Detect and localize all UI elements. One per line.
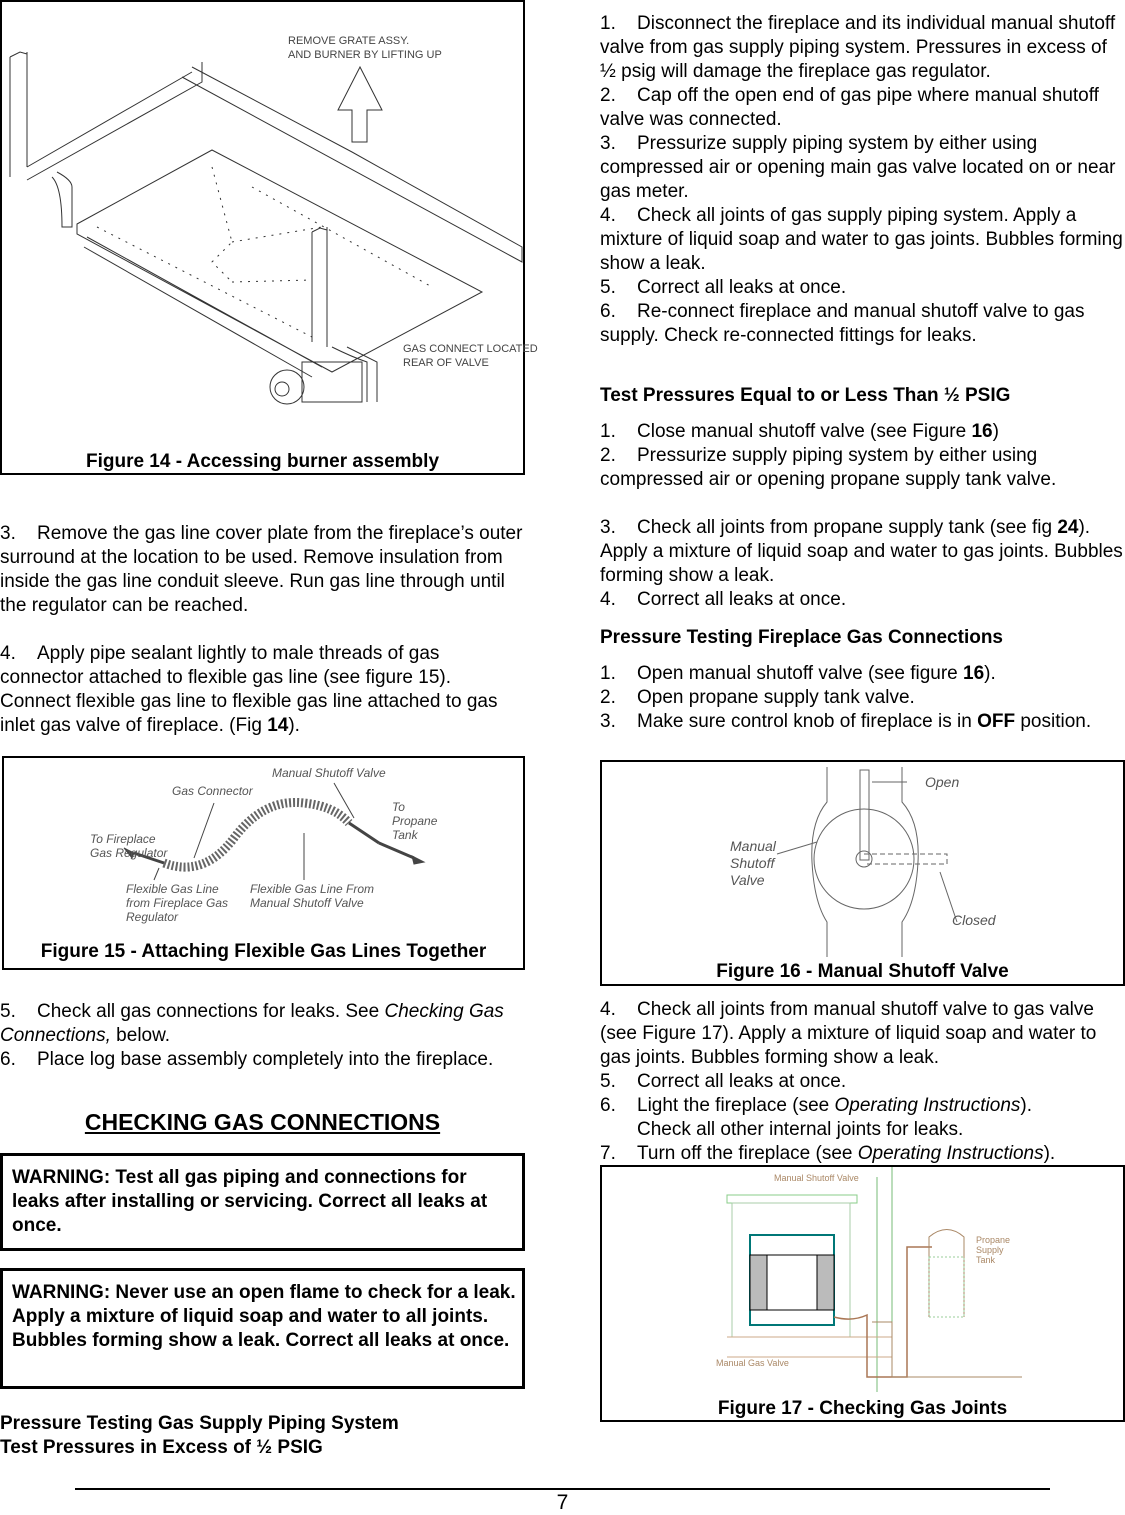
step-text: Disconnect the fireplace and its individual manual shutoff valve from gas supply piping system. Pressures in excess of ½ psig will damage the fireplace gas regulator. bbox=[600, 13, 1116, 82]
step-6 bbox=[0, 1048, 525, 1072]
step-number: 4. bbox=[0, 643, 16, 664]
manual-shutoff-valve-label: Manual Shutoff Valve bbox=[774, 1173, 859, 1183]
step-text: Check all joints from propane supply tank (see fig bbox=[637, 517, 1058, 538]
step-text-end: below. bbox=[110, 1025, 171, 1046]
figure-15 bbox=[2, 756, 525, 970]
step-text: Light the fireplace (see bbox=[637, 1095, 835, 1116]
gas-joints-drawing bbox=[602, 1167, 1123, 1392]
open-label: Open bbox=[925, 774, 960, 790]
step-text-end: ). bbox=[1020, 1095, 1032, 1116]
step-number: 3. bbox=[600, 517, 616, 538]
step-number: 6. bbox=[0, 1049, 16, 1070]
step-text: Check all other internal joints for leaks. bbox=[637, 1119, 964, 1140]
step-number: 4. bbox=[600, 999, 616, 1020]
figure-16 bbox=[600, 760, 1125, 986]
step-text-end: ). bbox=[1043, 1143, 1056, 1164]
subheading-excess: Test Pressures in Excess of ½ PSIG bbox=[0, 1437, 323, 1458]
step-number: 2. bbox=[600, 687, 616, 708]
italic-ref: Operating Instructions bbox=[857, 1143, 1044, 1164]
footer-rule bbox=[75, 1488, 1050, 1490]
manual-shutoff-valve-label: Manual Shutoff Valve bbox=[272, 766, 386, 780]
list-item bbox=[600, 12, 1125, 84]
figure-ref: 14 bbox=[267, 715, 289, 736]
list-item bbox=[600, 1094, 1125, 1118]
step-text: Re-connect fireplace and manual shutoff valve to gas supply. Check re-connected fittings for leaks. bbox=[600, 301, 1085, 346]
step-text: Check all joints from manual shutoff valve to gas valve (see Figure 17). Apply a mixture of liquid soap and water to gas joints. Bubbles forming show a leak. bbox=[600, 999, 1097, 1068]
propane-tank-label: Propane Supply Tank bbox=[976, 1235, 1011, 1265]
step-text: Check all joints of gas supply piping system. Apply a mixture of liquid soap and water to gas joints. Bubbles forming show a leak. bbox=[600, 205, 1123, 274]
step-text-end: position. bbox=[1015, 711, 1092, 732]
subheading-pressure-testing: Pressure Testing Gas Supply Piping System bbox=[0, 1413, 399, 1434]
bold-ref: 16 bbox=[963, 663, 985, 684]
step-text-end: ). Apply a mixture of liquid soap and water to gas joints. Bubbles forming show a leak. bbox=[600, 517, 1123, 586]
step-text: Pressurize supply piping system by either using compressed air or opening propane supply tank valve. bbox=[600, 445, 1057, 490]
step-number: 2. bbox=[600, 445, 616, 466]
step-number: 7. bbox=[600, 1143, 616, 1164]
step-text-end: ). bbox=[288, 715, 300, 736]
list-excess-steps bbox=[600, 12, 1125, 348]
list-item bbox=[600, 420, 1125, 444]
manual-shutoff-valve-label: Manual Shutoff Valve bbox=[730, 838, 776, 888]
step-number: 3. bbox=[600, 711, 616, 732]
gas-connect-label: GAS CONNECT LOCATED bbox=[403, 343, 538, 355]
list-item bbox=[600, 1118, 1125, 1142]
italic-ref: Operating Instructions bbox=[834, 1095, 1021, 1116]
shutoff-valve-drawing bbox=[602, 762, 1123, 957]
subheading-fireplace-connections: Pressure Testing Fireplace Gas Connections bbox=[600, 627, 1003, 648]
warning-box-1: WARNING: Test all gas piping and connections for leaks after installing or servicing. Correct all leaks at once. bbox=[0, 1153, 525, 1251]
step-number: 6. bbox=[600, 1095, 616, 1116]
list-item bbox=[600, 1142, 1125, 1166]
list-item bbox=[600, 132, 1125, 204]
list-equal-less-steps bbox=[600, 420, 1125, 612]
list-item bbox=[600, 444, 1125, 492]
gas-connector-label: Gas Connector bbox=[172, 784, 253, 798]
figure-14 bbox=[0, 0, 538, 475]
bold-ref: OFF bbox=[977, 711, 1016, 732]
step-text: Correct all leaks at once. bbox=[637, 589, 847, 610]
step-text-end: ) bbox=[992, 421, 999, 442]
step-3 bbox=[0, 522, 525, 618]
step-text: Apply pipe sealant lightly to male threads of gas connector attached to flexible gas line (see figure 15). Connect flexible gas line to flexible gas line attached to gas inlet gas valve of fireplace. (Fig bbox=[0, 643, 498, 736]
step-number: 5. bbox=[0, 1001, 16, 1022]
step-5 bbox=[0, 1000, 525, 1048]
to-propane-tank-label: To Propane Tank bbox=[392, 800, 438, 842]
subheading-equal-less: Test Pressures Equal to or Less Than ½ PSIG bbox=[600, 385, 1011, 406]
step-text: Open propane supply tank valve. bbox=[637, 687, 915, 708]
section-ref: Checking Gas Connections, bbox=[0, 1001, 504, 1046]
step-number: 3. bbox=[600, 133, 616, 154]
step-number: 4. bbox=[600, 589, 616, 610]
step-number: 6. bbox=[600, 301, 616, 322]
page-number: 7 bbox=[556, 1491, 569, 1514]
list-item bbox=[600, 300, 1125, 348]
step-number: 1. bbox=[600, 663, 616, 684]
step-number: 3. bbox=[0, 523, 16, 544]
flexible-line-from-regulator-label: Flexible Gas Line from Fireplace Gas Regulator bbox=[126, 882, 229, 924]
step-text: Place log base assembly completely into the fireplace. bbox=[37, 1049, 494, 1070]
section-heading: CHECKING GAS CONNECTIONS bbox=[84, 1109, 441, 1135]
list-item bbox=[600, 588, 1125, 612]
step-text: Close manual shutoff valve (see Figure bbox=[637, 421, 972, 442]
figure-17-caption: Figure 17 - Checking Gas Joints bbox=[717, 1398, 1008, 1419]
list-item bbox=[600, 710, 1125, 734]
step-text: Check all gas connections for leaks. See bbox=[37, 1001, 385, 1022]
step-4 bbox=[0, 642, 525, 738]
list-item bbox=[600, 1070, 1125, 1094]
gas-connect-label-2: REAR OF VALVE bbox=[403, 357, 489, 369]
figure-17 bbox=[600, 1165, 1125, 1422]
step-text: Correct all leaks at once. bbox=[637, 277, 847, 298]
step-text: Turn off the fireplace (see bbox=[637, 1143, 858, 1164]
warning-box-2: WARNING: Never use an open flame to check for a leak. Apply a mixture of liquid soap and water to all joints. Bubbles forming show a leak. Correct all leaks at once. bbox=[0, 1268, 525, 1389]
closed-label: Closed bbox=[952, 912, 996, 928]
step-number: 4. bbox=[600, 205, 616, 226]
step-number: 5. bbox=[600, 277, 616, 298]
list-item bbox=[600, 204, 1125, 276]
step-text: Correct all leaks at once. bbox=[637, 1071, 847, 1092]
list-item bbox=[600, 686, 1125, 710]
step-number: 1. bbox=[600, 13, 616, 34]
step-text: Remove the gas line cover plate from the fireplace’s outer surround at the location to be used. Remove insulation from inside the gas line conduit sleeve. Run gas line through until the regulator can be reached. bbox=[0, 523, 523, 616]
remove-grate-label: REMOVE GRATE ASSY. bbox=[288, 35, 410, 47]
list-fireplace-steps bbox=[600, 662, 1125, 734]
step-text-end: ). bbox=[984, 663, 996, 684]
list-item bbox=[600, 276, 1125, 300]
step-number: 5. bbox=[600, 1071, 616, 1092]
list-item bbox=[600, 84, 1125, 132]
list-item bbox=[600, 998, 1125, 1070]
to-fireplace-gas-regulator-label: To Fireplace Gas Regulator bbox=[90, 832, 168, 860]
figure-16-caption: Figure 16 - Manual Shutoff Valve bbox=[716, 961, 1009, 982]
figure-14-caption: Figure 14 - Accessing burner assembly bbox=[85, 451, 440, 472]
step-number: 2. bbox=[600, 85, 616, 106]
list-item bbox=[600, 516, 1125, 588]
list-item bbox=[600, 662, 1125, 686]
step-text: Pressurize supply piping system by either using compressed air or opening main gas valve located on or near gas meter. bbox=[600, 133, 1116, 202]
bold-ref: 24 bbox=[1057, 517, 1079, 538]
step-text: Make sure control knob of fireplace is in bbox=[637, 711, 978, 732]
bold-ref: 16 bbox=[971, 421, 993, 442]
step-text: Cap off the open end of gas pipe where manual shutoff valve was connected. bbox=[600, 85, 1099, 130]
flexible-line-from-valve-label: Flexible Gas Line From Manual Shutoff Valve bbox=[250, 882, 375, 910]
list-final-steps bbox=[600, 998, 1125, 1166]
manual-gas-valve-label: Manual Gas Valve bbox=[716, 1358, 789, 1368]
step-number: 1. bbox=[600, 421, 616, 442]
figure-15-caption: Figure 15 - Attaching Flexible Gas Lines Together bbox=[40, 941, 487, 962]
step-text: Open manual shutoff valve (see figure bbox=[637, 663, 964, 684]
remove-grate-label-2: AND BURNER BY LIFTING UP bbox=[288, 49, 442, 61]
